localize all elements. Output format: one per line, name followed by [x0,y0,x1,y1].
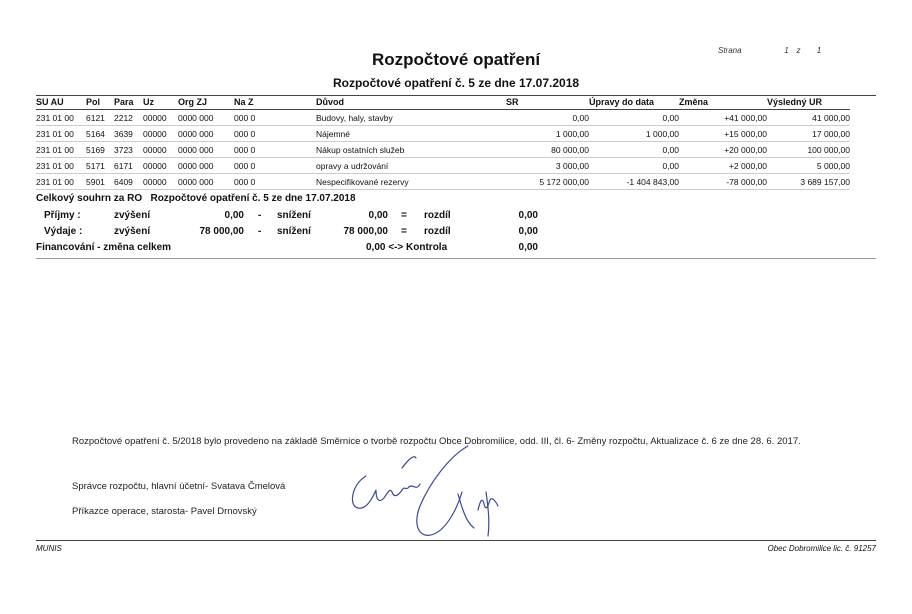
footer-license: Obec Dobromilice lic. č. 91257 [767,544,876,553]
prijmy-zvyseni: 0,00 [224,210,244,221]
cell-sr: 5 172 000,00 [506,174,589,190]
vydaje-rozdil: 0,00 [518,226,538,237]
cell-na: 000 0 [234,158,316,174]
cell-su: 231 01 00 [36,158,86,174]
col-pol: Pol [86,97,101,107]
cell-uz: 00000 [143,142,178,158]
vydaje-dash: - [258,226,262,237]
col-org: Org ZJ [178,97,208,107]
cell-upravy: 0,00 [589,110,679,126]
col-uz: Uz [143,97,154,107]
cell-upravy: -1 404 843,00 [589,174,679,190]
cell-duvod: Nájemné [316,126,506,142]
cell-para: 3639 [114,126,143,142]
cell-vysledny: 5 000,00 [767,158,850,174]
cell-sr: 0,00 [506,110,589,126]
cell-pol: 6121 [86,110,114,126]
cell-sr: 80 000,00 [506,142,589,158]
cell-su: 231 01 00 [36,126,86,142]
prijmy-zvyseni-label: zvýšení [114,210,151,221]
page-current: 1 [784,46,789,55]
footer-rule [36,540,876,541]
cell-uz: 00000 [143,158,178,174]
cell-na: 000 0 [234,110,316,126]
vydaje-label: Výdaje : [44,226,83,237]
vydaje-snizeni-label: snížení [277,226,311,237]
vydaje-snizeni: 78 000,00 [343,226,388,237]
cell-sr: 1 000,00 [506,126,589,142]
cell-uz: 00000 [143,174,178,190]
cell-upravy: 0,00 [589,158,679,174]
cell-zmena: -78 000,00 [679,174,767,190]
table-row [36,110,850,126]
cell-uz: 00000 [143,110,178,126]
cell-org: 0000 000 [178,142,234,158]
table-row [36,142,850,158]
prikazce-operace: Příkazce operace, starosta- Pavel Drnovský [72,506,257,517]
cell-sr: 3 000,00 [506,158,589,174]
col-upravy: Úpravy do data [589,97,655,107]
prijmy-eq: = [401,210,407,221]
col-duvod: Důvod [316,97,344,107]
financovani-kontrola: 0,00 [518,242,538,253]
cell-su: 231 01 00 [36,142,86,158]
cell-zmena: +2 000,00 [679,158,767,174]
cell-na: 000 0 [234,142,316,158]
cell-vysledny: 41 000,00 [767,110,850,126]
summary-title: Celkový souhrn za RO Rozpočtové opatření č. 5 ze dne 17.07.2018 [36,193,356,204]
vydaje-zvyseni: 78 000,00 [199,226,244,237]
page-of: z [796,46,801,55]
summary-row-prijmy [36,210,876,224]
cell-pol: 5171 [86,158,114,174]
prijmy-snizeni-label: snížení [277,210,311,221]
summary-bottom-rule [36,258,876,259]
financovani-label: Financování - změna celkem [36,242,172,253]
page-total: 1 [816,46,822,55]
cell-upravy: 0,00 [589,142,679,158]
handwritten-signature-icon [338,436,528,546]
summary-row-financovani [36,242,876,256]
table-row [36,158,850,174]
note-text: Rozpočtové opatření č. 5/2018 bylo provedeno na základě Směrnice o tvorbě rozpočtu Obce Dobromilice, odd. III, čl. 6- Změny rozpočtu, Aktualizace č. 6 ze dne 28. 6. 2017. [72,436,801,447]
col-sr: SR [506,97,519,107]
cell-duvod: Nespecifikované rezervy [316,174,506,190]
cell-zmena: +41 000,00 [679,110,767,126]
cell-org: 0000 000 [178,174,234,190]
cell-org: 0000 000 [178,158,234,174]
prijmy-rozdil: 0,00 [518,210,538,221]
cell-upravy: 1 000,00 [589,126,679,142]
cell-pol: 5169 [86,142,114,158]
col-na: Na Z [234,97,254,107]
cell-para: 6171 [114,158,143,174]
spravce-rozpoctu: Správce rozpočtu, hlavní účetní- Svatava Čmelová [72,481,286,492]
col-vysledny: Výsledný UR [767,97,823,107]
document-title: Rozpočtové opatření [371,50,541,69]
table-header-row [36,95,850,110]
vydaje-rozdil-label: rozdíl [424,226,451,237]
cell-para: 6409 [114,174,143,190]
page-info [718,46,821,55]
prijmy-snizeni: 0,00 [368,210,388,221]
cell-su: 231 01 00 [36,174,86,190]
budget-table [36,95,850,190]
footer-software: MUNIS [36,544,62,553]
summary-row-vydaje [36,226,876,240]
cell-zmena: +15 000,00 [679,126,767,142]
financovani-value: 0,00 <-> Kontrola [366,242,448,253]
table-row [36,174,850,190]
col-su: SU AU [36,97,64,107]
cell-vysledny: 3 689 157,00 [767,174,850,190]
cell-para: 3723 [114,142,143,158]
vydaje-eq: = [401,226,407,237]
cell-duvod: Nákup ostatních služeb [316,142,506,158]
table-row [36,126,850,142]
prijmy-dash: - [258,210,262,221]
document-subtitle: Rozpočtové opatření č. 5 ze dne 17.07.2018 [332,76,580,90]
vydaje-zvyseni-label: zvýšení [114,226,151,237]
prijmy-label: Příjmy : [44,210,81,221]
cell-para: 2212 [114,110,143,126]
cell-vysledny: 100 000,00 [767,142,850,158]
prijmy-rozdil-label: rozdíl [424,210,451,221]
page-label: Strana [718,46,742,55]
cell-pol: 5901 [86,174,114,190]
cell-na: 000 0 [234,126,316,142]
cell-zmena: +20 000,00 [679,142,767,158]
cell-pol: 5164 [86,126,114,142]
cell-su: 231 01 00 [36,110,86,126]
cell-na: 000 0 [234,174,316,190]
cell-org: 0000 000 [178,110,234,126]
cell-duvod: opravy a udržování [316,158,506,174]
cell-duvod: Budovy, haly, stavby [316,110,506,126]
col-zmena: Změna [679,97,709,107]
cell-vysledny: 17 000,00 [767,126,850,142]
cell-org: 0000 000 [178,126,234,142]
col-para: Para [114,97,134,107]
cell-uz: 00000 [143,126,178,142]
